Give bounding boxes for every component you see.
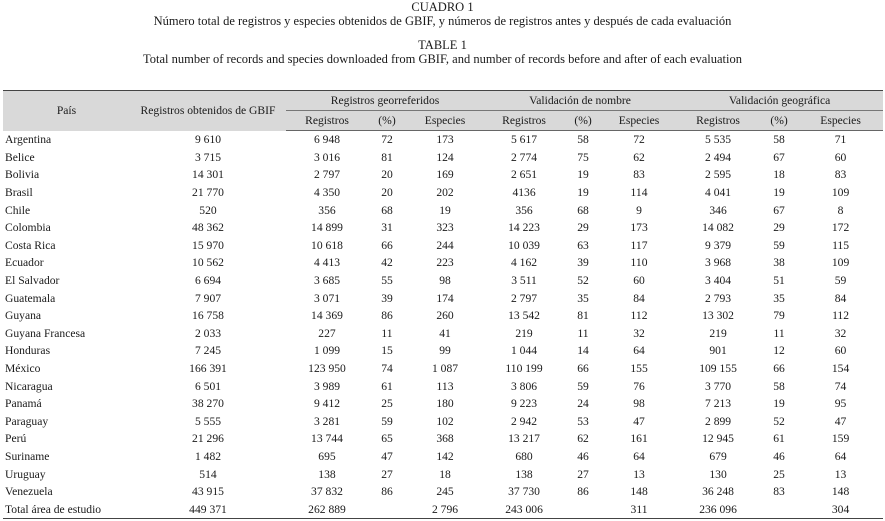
caption-label-es: CUADRO 1 xyxy=(411,0,474,14)
cell-pais: Guyana xyxy=(5,309,42,323)
cell-pais: México xyxy=(5,362,41,376)
cell-value: 2 899 xyxy=(705,414,732,428)
cell-value: 47 xyxy=(381,449,393,463)
cell-value: 62 xyxy=(633,150,645,164)
cell-value: 7 213 xyxy=(705,397,732,411)
table-row xyxy=(3,448,883,466)
subheader-registros: Registros xyxy=(484,111,564,131)
table-row xyxy=(3,325,883,343)
cell-pais: Guatemala xyxy=(5,291,56,305)
cell-value: 117 xyxy=(630,238,648,252)
cell-value: 46 xyxy=(773,449,785,463)
cell-value: 52 xyxy=(577,274,589,288)
cell-value: 110 199 xyxy=(505,362,543,376)
cell-value: 13 217 xyxy=(508,432,540,446)
subheader-porcentaje: (%) xyxy=(368,111,406,131)
cell-value: 27 xyxy=(381,467,393,481)
cell-value: 6 948 xyxy=(313,133,341,147)
cell-value: 46 xyxy=(577,449,589,463)
cell-value: 113 xyxy=(436,379,454,393)
cell-value: 27 xyxy=(577,467,589,481)
cell-value: 12 xyxy=(773,344,785,358)
cell-value: 86 xyxy=(381,485,393,499)
caption-label-en: TABLE 1 xyxy=(418,38,467,52)
cell-value: 901 xyxy=(709,344,727,358)
cell-value: 2 793 xyxy=(705,291,732,305)
table-row xyxy=(3,149,883,167)
table-row xyxy=(3,430,883,448)
cell-value: 36 248 xyxy=(702,485,734,499)
cell-value: 14 899 xyxy=(311,221,343,235)
cell-value: 142 xyxy=(436,449,454,463)
cell-value: 260 xyxy=(436,309,454,323)
cell-value: 39 xyxy=(577,256,589,270)
cell-value: 31 xyxy=(381,221,393,235)
cell-value: 2 774 xyxy=(510,150,538,164)
cell-value: 37 730 xyxy=(508,485,540,499)
cell-value: 3 989 xyxy=(313,379,341,393)
cell-value: 66 xyxy=(773,362,785,376)
cell-value: 2 595 xyxy=(705,168,732,182)
cell-value: 37 832 xyxy=(311,485,343,499)
cell-value: 19 xyxy=(577,186,589,200)
cell-value: 311 xyxy=(602,500,676,518)
cell-pais: Bolivia xyxy=(5,168,40,182)
cell-value: 123 950 xyxy=(308,362,346,376)
cell-value: 66 xyxy=(577,362,589,376)
cell-value: 29 xyxy=(773,221,785,235)
cell-value: 59 xyxy=(834,274,847,288)
cell-value: 109 155 xyxy=(699,362,737,376)
cell-value: 74 xyxy=(834,379,847,393)
caption-title-en: Total number of records and species downloaded from GBIF, and number of records before and after of each evaluation xyxy=(143,52,742,66)
cell-value: 180 xyxy=(436,397,454,411)
cell-pais: Honduras xyxy=(5,344,51,358)
cell-value: 680 xyxy=(515,449,533,463)
cell-pais: Brasil xyxy=(5,186,33,200)
cell-value: 2 494 xyxy=(705,150,732,164)
table-row xyxy=(3,272,883,290)
cell-value: 99 xyxy=(439,344,451,358)
header-pais: País xyxy=(3,91,130,131)
cell-value: 13 302 xyxy=(702,309,734,323)
cell-value: 219 xyxy=(709,326,727,340)
cell-pais: Guyana Francesa xyxy=(5,326,86,340)
cell-value: 7 245 xyxy=(194,344,222,358)
cell-value: 18 xyxy=(773,168,785,182)
cell-value: 10 039 xyxy=(508,238,540,252)
cell-value: 16 758 xyxy=(192,309,224,323)
cell-pais: Paraguay xyxy=(5,414,49,428)
cell-value: 1 482 xyxy=(194,449,222,463)
cell-value: 9 379 xyxy=(705,238,732,252)
subheader-registros: Registros xyxy=(676,111,760,131)
cell-pais: Panamá xyxy=(5,397,42,411)
cell-value: 9 223 xyxy=(510,397,538,411)
cell-value: 58 xyxy=(577,133,589,147)
table-row xyxy=(3,219,883,237)
cell-value: 60 xyxy=(834,150,847,164)
cell-value: 48 362 xyxy=(192,221,224,235)
cell-value: 8 xyxy=(837,203,844,217)
table-body xyxy=(3,131,883,519)
cell-pais: Suriname xyxy=(5,449,50,463)
cell-value: 14 082 xyxy=(702,221,734,235)
subheader-porcentaje: (%) xyxy=(760,111,798,131)
cell-value: 86 xyxy=(577,485,589,499)
cell-value: 227 xyxy=(318,326,336,340)
cell-value: 11 xyxy=(381,326,393,340)
cell-value: 3 770 xyxy=(705,379,732,393)
cell-value: 115 xyxy=(832,238,850,252)
cell-value: 62 xyxy=(577,432,589,446)
cell-value: 51 xyxy=(773,274,785,288)
cell-value: 67 xyxy=(773,203,785,217)
cell-value: 202 xyxy=(436,186,454,200)
cell-pais: El Salvador xyxy=(5,274,60,288)
cell-value: 3 685 xyxy=(313,274,341,288)
cell-value: 9 xyxy=(636,203,642,217)
cell-value: 154 xyxy=(831,362,850,376)
table-row xyxy=(3,184,883,202)
cell-value: 109 xyxy=(831,186,850,200)
cell-value: 52 xyxy=(773,414,785,428)
cell-value: 161 xyxy=(630,432,648,446)
header-georreferidos: Registros georreferidos xyxy=(286,91,484,111)
cell-value: 262 889 xyxy=(286,500,368,518)
table-row xyxy=(3,342,883,360)
cell-value: 58 xyxy=(773,379,785,393)
cell-value: 3 806 xyxy=(510,379,538,393)
cell-value: 236 096 xyxy=(676,500,760,518)
table-row xyxy=(3,201,883,219)
subheader-especies: Especies xyxy=(406,111,484,131)
cell-value: 1 099 xyxy=(313,344,341,358)
cell-value: 169 xyxy=(436,168,454,182)
cell-value: 66 xyxy=(381,238,393,252)
cell-value: 59 xyxy=(381,414,393,428)
cell-value: 356 xyxy=(318,203,336,217)
cell-value: 84 xyxy=(834,291,847,305)
cell-value: 24 xyxy=(577,397,589,411)
cell-value: 25 xyxy=(773,467,785,481)
cell-value: 59 xyxy=(773,238,785,252)
cell-value: 74 xyxy=(381,362,393,376)
cell-value: 11 xyxy=(773,326,785,340)
cell-pais: Venezuela xyxy=(5,485,53,499)
table-row xyxy=(3,254,883,272)
cell-value: 61 xyxy=(381,379,393,393)
cell-value: 695 xyxy=(318,449,336,463)
cell-value: 64 xyxy=(633,449,645,463)
cell-value: 58 xyxy=(773,133,785,147)
records-table xyxy=(3,90,883,519)
cell-value: 83 xyxy=(633,168,645,182)
table-row xyxy=(3,360,883,378)
cell-value: 5 617 xyxy=(510,133,538,147)
table-row xyxy=(3,465,883,483)
cell-value: 223 xyxy=(436,256,454,270)
cell-value xyxy=(564,500,602,518)
cell-value: 42 xyxy=(381,256,393,270)
cell-value: 5 535 xyxy=(705,133,732,147)
cell-value: 2 797 xyxy=(510,291,538,305)
cell-value: 39 xyxy=(381,291,393,305)
cell-pais: Costa Rica xyxy=(5,238,56,252)
cell-value: 64 xyxy=(633,344,645,358)
cell-pais: Colombia xyxy=(5,221,51,235)
cell-value: 4 413 xyxy=(313,256,341,270)
cell-value: 61 xyxy=(773,432,785,446)
cell-value: 14 369 xyxy=(311,309,343,323)
cell-pais: Belice xyxy=(5,150,35,164)
cell-value: 9 412 xyxy=(313,397,341,411)
subheader-porcentaje: (%) xyxy=(564,111,602,131)
cell-value: 13 xyxy=(834,467,847,481)
cell-value: 174 xyxy=(436,291,454,305)
cell-value: 172 xyxy=(831,221,850,235)
cell-value: 110 xyxy=(630,256,648,270)
cell-value: 173 xyxy=(436,133,454,147)
cell-value: 86 xyxy=(381,309,393,323)
cell-value: 14 xyxy=(577,344,589,358)
cell-value: 53 xyxy=(577,414,589,428)
table-row xyxy=(3,483,883,501)
cell-value: 38 270 xyxy=(192,397,224,411)
cell-value: 20 xyxy=(381,168,393,182)
table-row xyxy=(3,289,883,307)
cell-value: 304 xyxy=(798,500,883,518)
cell-value: 323 xyxy=(436,221,454,235)
cell-value: 98 xyxy=(633,397,645,411)
cell-value xyxy=(760,500,798,518)
cell-value: 83 xyxy=(834,168,847,182)
table-row xyxy=(3,307,883,325)
cell-pais: Total área de estudio xyxy=(3,500,130,518)
table-row xyxy=(3,237,883,255)
cell-value: 449 371 xyxy=(130,500,286,518)
cell-value: 63 xyxy=(577,238,589,252)
table-row xyxy=(3,377,883,395)
cell-value: 166 391 xyxy=(189,362,227,376)
cell-value: 76 xyxy=(633,379,645,393)
cell-value: 38 xyxy=(773,256,785,270)
cell-value: 1 044 xyxy=(510,344,538,358)
table-row xyxy=(3,166,883,184)
cell-value: 346 xyxy=(709,203,727,217)
cell-value: 29 xyxy=(577,221,589,235)
subheader-registros: Registros xyxy=(286,111,368,131)
cell-value: 11 xyxy=(577,326,589,340)
cell-value: 679 xyxy=(709,449,727,463)
cell-value: 19 xyxy=(773,186,785,200)
subheader-especies: Especies xyxy=(798,111,883,131)
cell-value: 15 970 xyxy=(192,238,224,252)
cell-pais: Ecuador xyxy=(5,256,44,270)
cell-value: 9 610 xyxy=(194,133,222,147)
header-validacion-geografica: Validación geográfica xyxy=(676,91,883,111)
cell-value: 19 xyxy=(439,203,451,217)
cell-value: 5 555 xyxy=(194,414,222,428)
cell-value: 98 xyxy=(439,274,451,288)
table-row-total xyxy=(3,500,883,518)
cell-value: 75 xyxy=(577,150,589,164)
cell-value: 71 xyxy=(834,133,847,147)
cell-value: 7 907 xyxy=(194,291,222,305)
cell-value: 138 xyxy=(515,467,533,481)
cell-value: 245 xyxy=(436,485,454,499)
cell-value: 2 796 xyxy=(406,500,484,518)
cell-pais: Perú xyxy=(5,432,27,446)
cell-value: 81 xyxy=(381,150,393,164)
cell-value: 64 xyxy=(834,449,847,463)
cell-value: 43 915 xyxy=(192,485,224,499)
cell-value: 138 xyxy=(318,467,336,481)
cell-value: 72 xyxy=(633,133,645,147)
cell-value: 68 xyxy=(577,203,589,217)
cell-value: 4 041 xyxy=(705,186,732,200)
cell-value: 72 xyxy=(381,133,393,147)
cell-value: 243 006 xyxy=(484,500,564,518)
cell-pais: Uruguay xyxy=(5,467,46,481)
cell-value: 10 618 xyxy=(311,238,343,252)
cell-value: 3 404 xyxy=(705,274,732,288)
cell-value: 368 xyxy=(436,432,454,446)
cell-value: 32 xyxy=(834,326,847,340)
cell-value: 6 694 xyxy=(194,274,222,288)
cell-value: 4 162 xyxy=(510,256,538,270)
cell-value: 81 xyxy=(577,309,589,323)
cell-pais: Chile xyxy=(5,203,31,217)
cell-value: 60 xyxy=(633,274,645,288)
cell-value: 13 542 xyxy=(508,309,540,323)
cell-value: 68 xyxy=(381,203,393,217)
cell-value: 19 xyxy=(577,168,589,182)
cell-value: 55 xyxy=(381,274,393,288)
cell-value: 4136 xyxy=(512,186,536,200)
cell-value: 3 511 xyxy=(511,274,537,288)
cell-value: 2 797 xyxy=(313,168,341,182)
cell-pais: Argentina xyxy=(5,133,52,147)
caption-title-es: Número total de registros y especies obtenidos de GBIF, y números de registros antes y después de cada evaluación xyxy=(153,14,732,28)
cell-value: 6 501 xyxy=(194,379,222,393)
table-row xyxy=(3,413,883,431)
cell-value: 130 xyxy=(709,467,727,481)
cell-value: 124 xyxy=(436,150,454,164)
cell-value: 18 xyxy=(439,467,451,481)
cell-value: 514 xyxy=(199,467,217,481)
cell-value: 95 xyxy=(834,397,847,411)
cell-value: 356 xyxy=(515,203,533,217)
cell-value: 148 xyxy=(831,485,850,499)
cell-value: 84 xyxy=(633,291,645,305)
cell-value: 25 xyxy=(381,397,393,411)
cell-value: 2 942 xyxy=(510,414,538,428)
cell-value: 83 xyxy=(773,485,785,499)
cell-value: 173 xyxy=(630,221,648,235)
cell-value: 148 xyxy=(630,485,648,499)
cell-value: 520 xyxy=(199,203,217,217)
cell-value: 244 xyxy=(436,238,454,252)
cell-value: 65 xyxy=(381,432,393,446)
cell-value: 12 945 xyxy=(702,432,734,446)
header-obtenidos: Registros obtenidos de GBIF xyxy=(130,91,286,131)
cell-value: 155 xyxy=(630,362,648,376)
cell-value: 2 651 xyxy=(510,168,538,182)
cell-value: 19 xyxy=(773,397,785,411)
cell-value: 4 350 xyxy=(313,186,341,200)
cell-value: 20 xyxy=(381,186,393,200)
cell-value: 1 087 xyxy=(431,362,459,376)
cell-value: 67 xyxy=(773,150,785,164)
cell-value: 59 xyxy=(577,379,589,393)
cell-value: 60 xyxy=(834,344,847,358)
cell-value: 112 xyxy=(832,309,850,323)
cell-value: 47 xyxy=(633,414,645,428)
cell-value: 13 xyxy=(633,467,645,481)
cell-value: 35 xyxy=(577,291,589,305)
cell-value xyxy=(368,500,406,518)
subheader-especies: Especies xyxy=(602,111,676,131)
cell-value: 14 223 xyxy=(508,221,540,235)
cell-value: 13 744 xyxy=(311,432,343,446)
cell-value: 102 xyxy=(436,414,454,428)
cell-value: 21 296 xyxy=(192,432,224,446)
cell-value: 79 xyxy=(773,309,785,323)
cell-value: 3 715 xyxy=(194,150,222,164)
cell-pais: Nicaragua xyxy=(5,379,53,393)
cell-value: 3 016 xyxy=(313,150,341,164)
cell-value: 114 xyxy=(630,186,648,200)
cell-value: 10 562 xyxy=(192,256,224,270)
cell-value: 3 281 xyxy=(313,414,341,428)
cell-value: 109 xyxy=(831,256,850,270)
cell-value: 112 xyxy=(630,309,648,323)
cell-value: 32 xyxy=(633,326,645,340)
cell-value: 35 xyxy=(773,291,785,305)
cell-value: 219 xyxy=(515,326,533,340)
table-row xyxy=(3,395,883,413)
cell-value: 14 301 xyxy=(192,168,224,182)
cell-value: 159 xyxy=(831,432,850,446)
cell-value: 15 xyxy=(381,344,393,358)
header-validacion-nombre: Validación de nombre xyxy=(484,91,676,111)
cell-value: 41 xyxy=(439,326,451,340)
cell-value: 2 033 xyxy=(194,326,222,340)
cell-value: 21 770 xyxy=(192,186,224,200)
cell-value: 3 968 xyxy=(705,256,732,270)
cell-value: 3 071 xyxy=(313,291,341,305)
cell-value: 47 xyxy=(834,414,847,428)
table-row xyxy=(3,131,883,149)
